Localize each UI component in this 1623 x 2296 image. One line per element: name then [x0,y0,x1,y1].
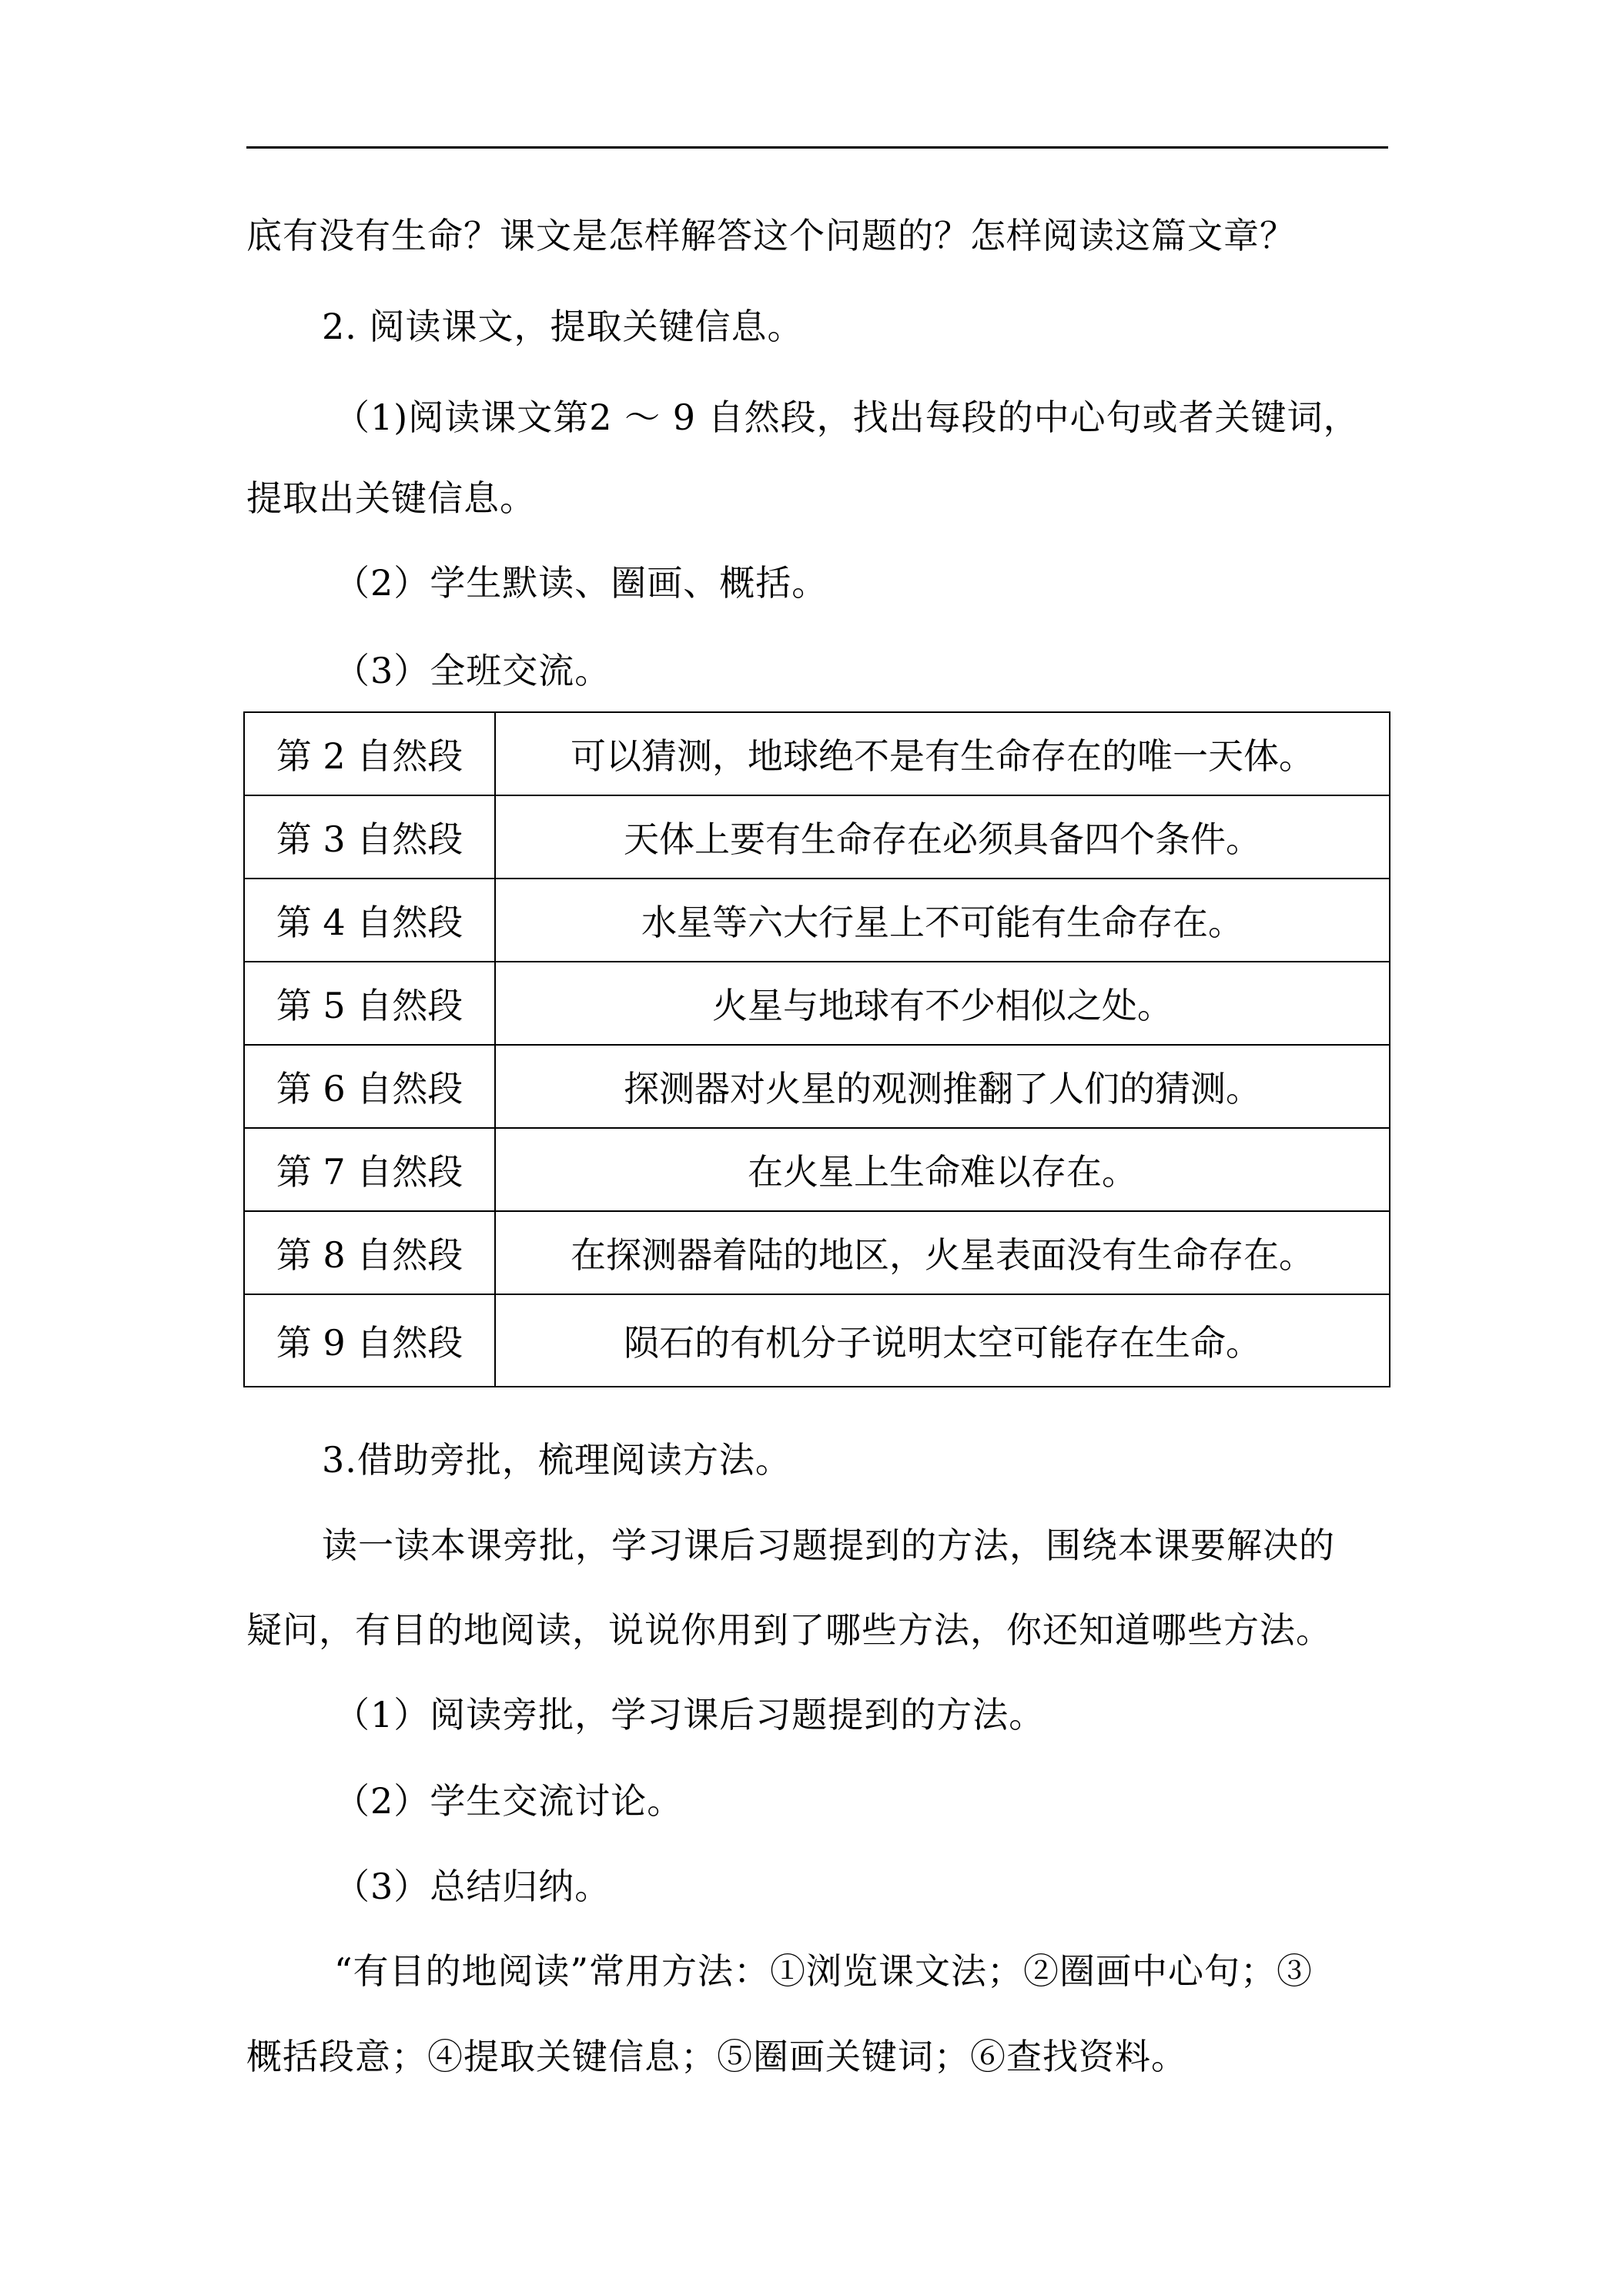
text-line: 提取出关键信息。 [246,477,536,519]
info-cell: 在探测器着陆的地区，火星表面没有生命存在。 [495,1211,1390,1294]
paragraph-cell: 第 2 自然段 [244,712,495,795]
text-line: “有目的地阅读”常用方法：①浏览课文法；②圈画中心句；③ [334,1950,1313,1992]
info-cell: 探测器对火星的观测推翻了人们的猜测。 [495,1045,1390,1128]
header-rule [246,146,1388,149]
key-info-table [243,711,1390,1387]
step-heading: 3.借助旁批，梳理阅读方法。 [322,1439,791,1481]
text-line: （2）学生交流讨论。 [334,1780,684,1822]
text-line: （1)阅读课文第2 ～ 9 自然段，找出每段的中心句或者关键词， [334,397,1360,438]
text-line: 概括段意；④提取关键信息；⑤圈画关键词；⑥查找资料。 [246,2036,1187,2077]
paragraph-cell: 第 5 自然段 [244,962,495,1045]
text-line: （2）学生默读、圈画、概括。 [334,562,828,604]
step-heading: 2. 阅读课文，提取关键信息。 [322,306,804,347]
table-row [244,962,1390,1045]
text-line: （3）总结归纳。 [334,1866,611,1907]
table-row [244,795,1390,879]
info-cell: 天体上要有生命存在必须具备四个条件。 [495,795,1390,879]
info-cell: 火星与地球有不少相似之处。 [495,962,1390,1045]
text-line: （1）阅读旁批，学习课后习题提到的方法。 [334,1694,1046,1735]
text-line: （3）全班交流。 [334,650,611,691]
table-row [244,879,1390,962]
paragraph-cell: 第 3 自然段 [244,795,495,879]
table-row [244,1128,1390,1211]
info-cell: 水星等六大行星上不可能有生命存在。 [495,879,1390,962]
text-line: 疑问，有目的地阅读，说说你用到了哪些方法，你还知道哪些方法。 [246,1609,1332,1651]
info-cell: 陨石的有机分子说明太空可能存在生命。 [495,1294,1390,1387]
table-row [244,1294,1390,1387]
paragraph-cell: 第 7 自然段 [244,1128,495,1211]
info-cell: 可以猜测，地球绝不是有生命存在的唯一天体。 [495,712,1390,795]
text-line: 读一读本课旁批，学习课后习题提到的方法，围绕本课要解决的 [322,1525,1335,1566]
table-row [244,1211,1390,1294]
paragraph-cell: 第 4 自然段 [244,879,495,962]
info-cell: 在火星上生命难以存在。 [495,1128,1390,1211]
text-line: 底有没有生命？课文是怎样解答这个问题的？怎样阅读这篇文章？ [246,215,1296,256]
table-row [244,712,1390,795]
paragraph-cell: 第 6 自然段 [244,1045,495,1128]
paragraph-cell: 第 8 自然段 [244,1211,495,1294]
table-row [244,1045,1390,1128]
paragraph-cell: 第 9 自然段 [244,1294,495,1387]
